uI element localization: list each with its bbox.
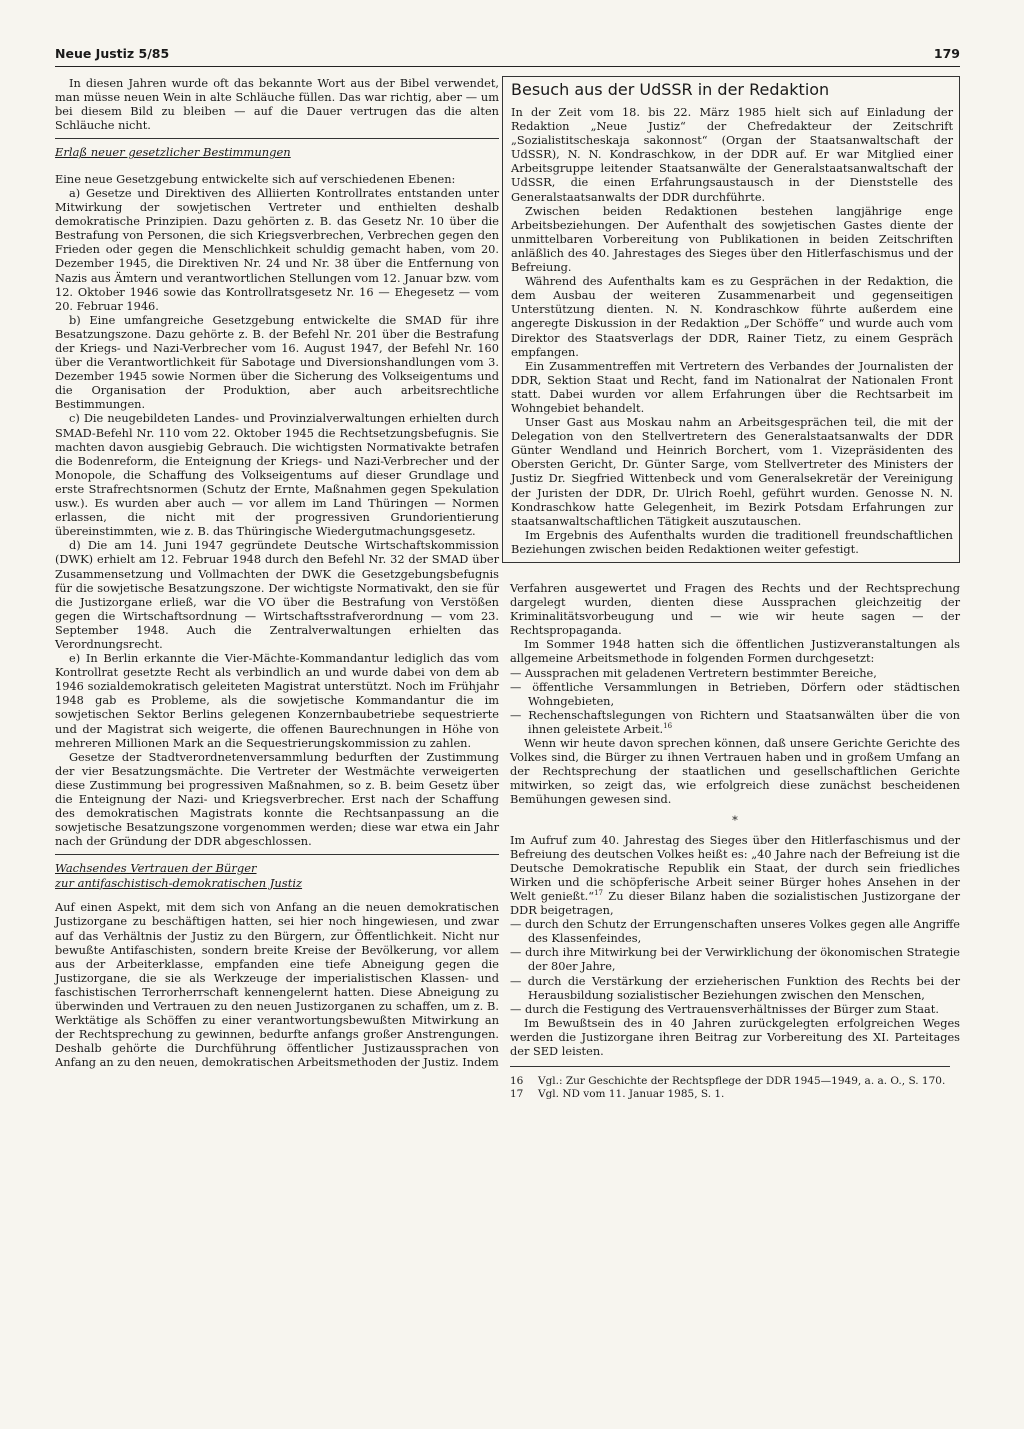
intro-paragraph: In diesen Jahren wurde oft das bekannte Wort aus der Bibel verwendet, man müsse neuen Wein in alte Schläuche füllen. Das war richtig, aber — um bei diesem Bild zu bleiben — auf die Dauer vertrugen das die alten Schläuche nicht. — [55, 76, 499, 133]
list-item: — durch den Schutz der Errungenschaften unseres Volkes gegen alle Angriffe des Klassenfeindes, — [510, 917, 960, 946]
paragraph: Im Bewußtsein des in 40 Jahren zurückgelegten erfolgreichen Weges werden die Justizorgane ihren Beitrag zur Vorbereitung des XI. Parteitages der SED leisten. — [510, 1015, 960, 1058]
box-paragraph: Zwischen beiden Redaktionen bestehen langjährige enge Arbeitsbeziehungen. Der Aufenthalt des sowjetischen Gastes diente der unmittelbaren Vorbereitung von Publikationen in beiden Zeitschriften anläßlich des 40. Jahrestages des Sieges über den Hitlerfaschismus und der Befreiung. — [511, 203, 953, 275]
heading-line: Wachsendes Vertrauen der Bürger — [55, 861, 257, 876]
section-rule — [55, 138, 499, 139]
paragraph: Eine neue Gesetzgebung entwickelte sich auf verschiedenen Ebenen: — [55, 171, 456, 186]
heading-line: zur antifaschistisch-demokratischen Justiz — [55, 875, 303, 890]
list-item: — durch die Festigung des Vertrauensverhältnisses der Bürger zum Staat. — [510, 1001, 939, 1016]
list-item: — durch die Verstärkung der erzieherischen Funktion des Rechts bei der Herausbildung sozialistischer Beziehungen zwischen den Menschen, — [510, 973, 960, 1002]
running-header — [55, 46, 960, 68]
list-item: — Aussprachen mit geladenen Vertretern bestimmter Bereiche, — [510, 665, 877, 680]
list-item-text: — Rechenschaftslegungen von Richtern und Staatsanwälten über die von ihnen geleistete Arbeit. — [510, 707, 960, 736]
quote-text: Im Aufruf zum 40. Jahrestag des Sieges über den Hitlerfaschismus und der Befreiung des deutschen Volkes heißt es: „40 Jahre nach der Befreiung ist die Deutsche Demokratische Republik ein Staat, der durch sein friedliches Wirken und die schöpferische Arbeit seiner Bürger hohes Ansehen in der Welt genießt.“ — [510, 832, 960, 903]
journal-issue: Neue Justiz 5/85 — [55, 46, 170, 61]
paragraph: d) Die am 14. Juni 1947 gegründete Deutsche Wirtschaftskommission (DWK) erhielt am 12. Februar 1948 durch den Befehl Nr. 32 der SMAD über Zusammensetzung und Vollmachten der DWK die Gesetzgebungsbefugnis für die sowjetische Besatzungszone. Der wichtigste Normativakt, den sie für die Justizorgane erließ, war die VO über die Bestrafung von Verstößen gegen die Wirtschaftsordnung — Wirtschaftsstrafverordnung — vom 23. September 1948. Auch die Zentralverwaltungen erhielten das Verordnungsrecht. — [55, 538, 499, 651]
paragraph-text: Zu dieser Bilanz haben die sozialistischen Justizorgane der DDR beigetragen, — [510, 888, 960, 918]
footnote-rule — [510, 1066, 950, 1067]
box-paragraph: Während des Aufenthalts kam es zu Gesprächen in der Redaktion, die dem Ausbau der weiteren Zusammenarbeit und gegenseitigen Unterstützung dienten. N. N. Kondraschkow führte außerdem eine angeregte Diskussion in der Redaktion „Der Schöffe“ und wurde auch vom Direktor des Staatsverlags der DDR, Rainer Tietz, zu einem Gespräch empfangen. — [511, 274, 953, 359]
list-item — [510, 708, 960, 736]
box-paragraph: Ein Zusammentreffen mit Vertretern des Verbandes der Journalisten der DDR, Sektion Staat und Recht, fand im Nationalrat der Nationalen Front statt. Dabei wurden vor allem Erfahrungen über die Rechtsarbeit im Wohngebiet behandelt. — [511, 358, 953, 415]
footnote-text: Vgl.: Zur Geschichte der Rechtspflege der DDR 1945—1949, a. a. O., S. 170. — [538, 1075, 946, 1088]
page-number: 179 — [933, 46, 960, 61]
paragraph: Gesetze der Stadtverordnetenversammlung bedurften der Zustimmung der vier Besatzungsmächte. Die Vertreter der Westmächte verweigerten diese Zustimmung bei progressiven Maßnahmen, so z. B. beim Gesetz über die Enteignung der Nazi- und Kriegsverbrecher. Erst nach der Schaffung des demokratischen Magistrats konnte die Rechtsanpassung an die sowjetische Besatzungszone vorgenommen werden; diese war etwa ein Jahr nach der Gründung der DDR abgeschlossen. — [55, 749, 499, 849]
paragraph: e) In Berlin erkannte die Vier-Mächte-Kommandantur lediglich das vom Kontrollrat gesetzte Recht als verbindlich an und wurde dabei von dem ab 1946 sozialdemokratisch geleiteten Magistrat unterstützt. Noch im Frühjahr 1948 gab es Probleme, als die sowjetische Kommandantur die im sowjetischen Sektor Berlins gelegenen Konzernbaubetriebe sequestrierte und der Magistrat sich weigerte, die offenen Baurechnungen in Höhe von mehreren Millionen Mark an die Sequestrierungskommission zu zahlen. — [55, 651, 499, 750]
footnote-number: 16 — [510, 1075, 524, 1088]
list-item: — durch ihre Mitwirkung bei der Verwirklichung der ökonomischen Strategie der 80er Jahre, — [510, 945, 960, 974]
box-paragraph: Im Ergebnis des Aufenthalts wurden die traditionell freundschaftlichen Beziehungen zwischen beiden Redaktionen weiter gefestigt. — [511, 527, 953, 556]
section-heading-1: Erlaß neuer gesetzlicher Bestimmungen — [55, 145, 291, 160]
footnote-ref: 16 — [663, 722, 673, 731]
header-rule — [55, 66, 960, 67]
left-column — [55, 76, 499, 1070]
paragraph: Auf einen Aspekt, mit dem sich von Anfang an die neuen demokratischen Justizorgane zu beschäftigen hatten, sei hier noch hingewiesen, und zwar auf das Verhältnis der Justiz zu den Bürgern, zur Öffentlichkeit. Nicht nur bewußte Antifaschisten, sondern breite Kreise der Bevölkerung, vor allem aus der Arbeiterklasse, empfanden eine tiefe Abneigung gegen die Justizorgane, die sie als Werkzeuge der imperialistischen Klassen- und faschistischen Terrorherrschaft kennengelernt hatten. Diese Abneigung zu überwinden und Vertrauen zu den neuen Justizorganen zu schaffen, um z. B. Werktätige als Schöffen zu einer verantwortungsbewußten Mitwirkung an der Rechtsprechung zu gewinnen, bedurfte anfangs großer Anstrengungen. Deshalb gehörte die Durchführung öffentlicher Justizaussprachen von Anfang an zu den neuen, demokratischen Arbeitsmethoden der Justiz. Indem — [55, 900, 499, 1070]
paragraph: a) Gesetze und Direktiven des Alliierten Kontrollrates entstanden unter Mitwirkung der sowjetischen Vertreter und enthielten deshalb demokratische Prinzipien. Dazu gehörten z. B. das Gesetz Nr. 10 über die Bestrafung von Personen, die sich Kriegsverbrechen, Verbrechen gegen den Frieden oder gegen die Menschlichkeit schuldig gemacht haben, vom 20. Dezember 1945, die Direktiven Nr. 24 und Nr. 38 über die Entfernung von Nazis aus Ämtern und verantwortlichen Stellungen vom 12. Januar bzw. vom 12. Oktober 1946 sowie das Kontrollratsgesetz Nr. 16 — Ehegesetz — vom 20. Februar 1946. — [55, 185, 499, 313]
footnote-text: Vgl. ND vom 11. Januar 1985, S. 1. — [538, 1088, 725, 1101]
box-title: Besuch aus der UdSSR in der Redaktion — [511, 80, 830, 99]
paragraph: Verfahren ausgewertet und Fragen des Rechts und der Rechtsprechung dargelegt wurden, dienten diese Aussprachen gleichzeitig der Kriminalitätsvorbeugung und — wie wir heute sagen — der Rechtspropaganda. — [510, 581, 960, 638]
list-item: — öffentliche Versammlungen in Betrieben, Dörfern oder städtischen Wohngebieten, — [510, 679, 960, 708]
section-separator: * — [732, 812, 738, 827]
right-column — [510, 76, 960, 1101]
news-box — [502, 76, 960, 563]
box-paragraph: In der Zeit vom 18. bis 22. März 1985 hielt sich auf Einladung der Redaktion „Neue Justiz“ der Chefredakteur der Zeitschrift „Sozialistitscheskaja sakonnost“ (Organ der Staatsanwaltschaft der UdSSR), N. N. Kondraschkow, in der DDR auf. Er war Mitglied einer Arbeitsgruppe leitender Staatsanwälte der Generalstaatsanwaltschaft der UdSSR, die einen Erfahrungsaustausch in der Dienststelle des Generalstaatsanwalts der DDR durchführte. — [511, 105, 953, 204]
paragraph: Im Sommer 1948 hatten sich die öffentlichen Justizveranstaltungen als allgemeine Arbeitsmethode in folgenden Formen durchgesetzt: — [510, 637, 960, 666]
paragraph: c) Die neugebildeten Landes- und Provinzialverwaltungen erhielten durch SMAD-Befehl Nr. 110 vom 22. Oktober 1945 die Rechtsetzungsbefugnis. Sie machten davon ausgiebig Gebrauch. Die wichtigsten Normativakte betrafen die Bodenreform, die Enteignung der Kriegs- und Nazi-Verbrecher und der Monopole, die Schaffung des Volkseigentums auf dieser Grundlage und erste Strafrechtsnormen (Schutz der Ernte, Maßnahmen gegen Spekulation usw.). Es wurden aber auch — vor allem im Land Thüringen — Normen erlassen, die nicht mit der progressiven Grundorientierung übereinstimmten, wie z. B. das Thüringische Wiedergutmachungsgesetz. — [55, 411, 499, 539]
paragraph: b) Eine umfangreiche Gesetzgebung entwickelte die SMAD für ihre Besatzungszone. Dazu gehörte z. B. der Befehl Nr. 201 über die Bestrafung der Kriegs- und Nazi-Verbrecher vom 16. August 1947, der Befehl Nr. 160 über die Verantwortlichkeit für Sabotage und Diversionshandlungen vom 3. Dezember 1945 sowie Normen über die Sicherung des Volkseigentums und die Organisation der Produktion, aber auch arbeitsrechtliche Bestimmungen. — [55, 312, 499, 412]
footnote-ref: 17 — [594, 889, 604, 898]
paragraph — [510, 833, 960, 918]
paragraph: Wenn wir heute davon sprechen können, daß unsere Gerichte Gerichte des Volkes sind, die Bürger zu ihnen Vertrauen haben und in großem Umfang an der Rechtsprechung der staatlichen und gesellschaftlichen Gerichte mitwirken, so zeigt das, wie erfolgreich diese zunächst bescheidenen Bemühungen gewesen sind. — [510, 736, 960, 807]
section-rule — [55, 854, 499, 855]
footnote-number: 17 — [510, 1088, 524, 1101]
footnote — [510, 1075, 960, 1088]
section-heading-2 — [55, 861, 499, 890]
box-paragraph: Unser Gast aus Moskau nahm an Arbeitsgesprächen teil, die mit der Delegation von den Stellvertretern des Generalstaatsanwalts der DDR Günter Wendland und Heinrich Borchert, vom 1. Vizepräsidenten des Obersten Gericht, Dr. Günter Sarge, vom Stellvertreter des Ministers der Justiz Dr. Siegfried Wittenbeck und vom Generalsekretär der Vereinigung der Juristen der DDR, Dr. Ulrich Roehl, geführt wurden. Genosse N. N. Kondraschkow hatte Gelegenheit, im Bezirk Potsdam Erfahrungen zur staatsanwaltschaftlichen Tätigkeit auszutauschen. — [511, 415, 953, 528]
footnote — [510, 1088, 960, 1101]
spacer — [510, 563, 960, 581]
